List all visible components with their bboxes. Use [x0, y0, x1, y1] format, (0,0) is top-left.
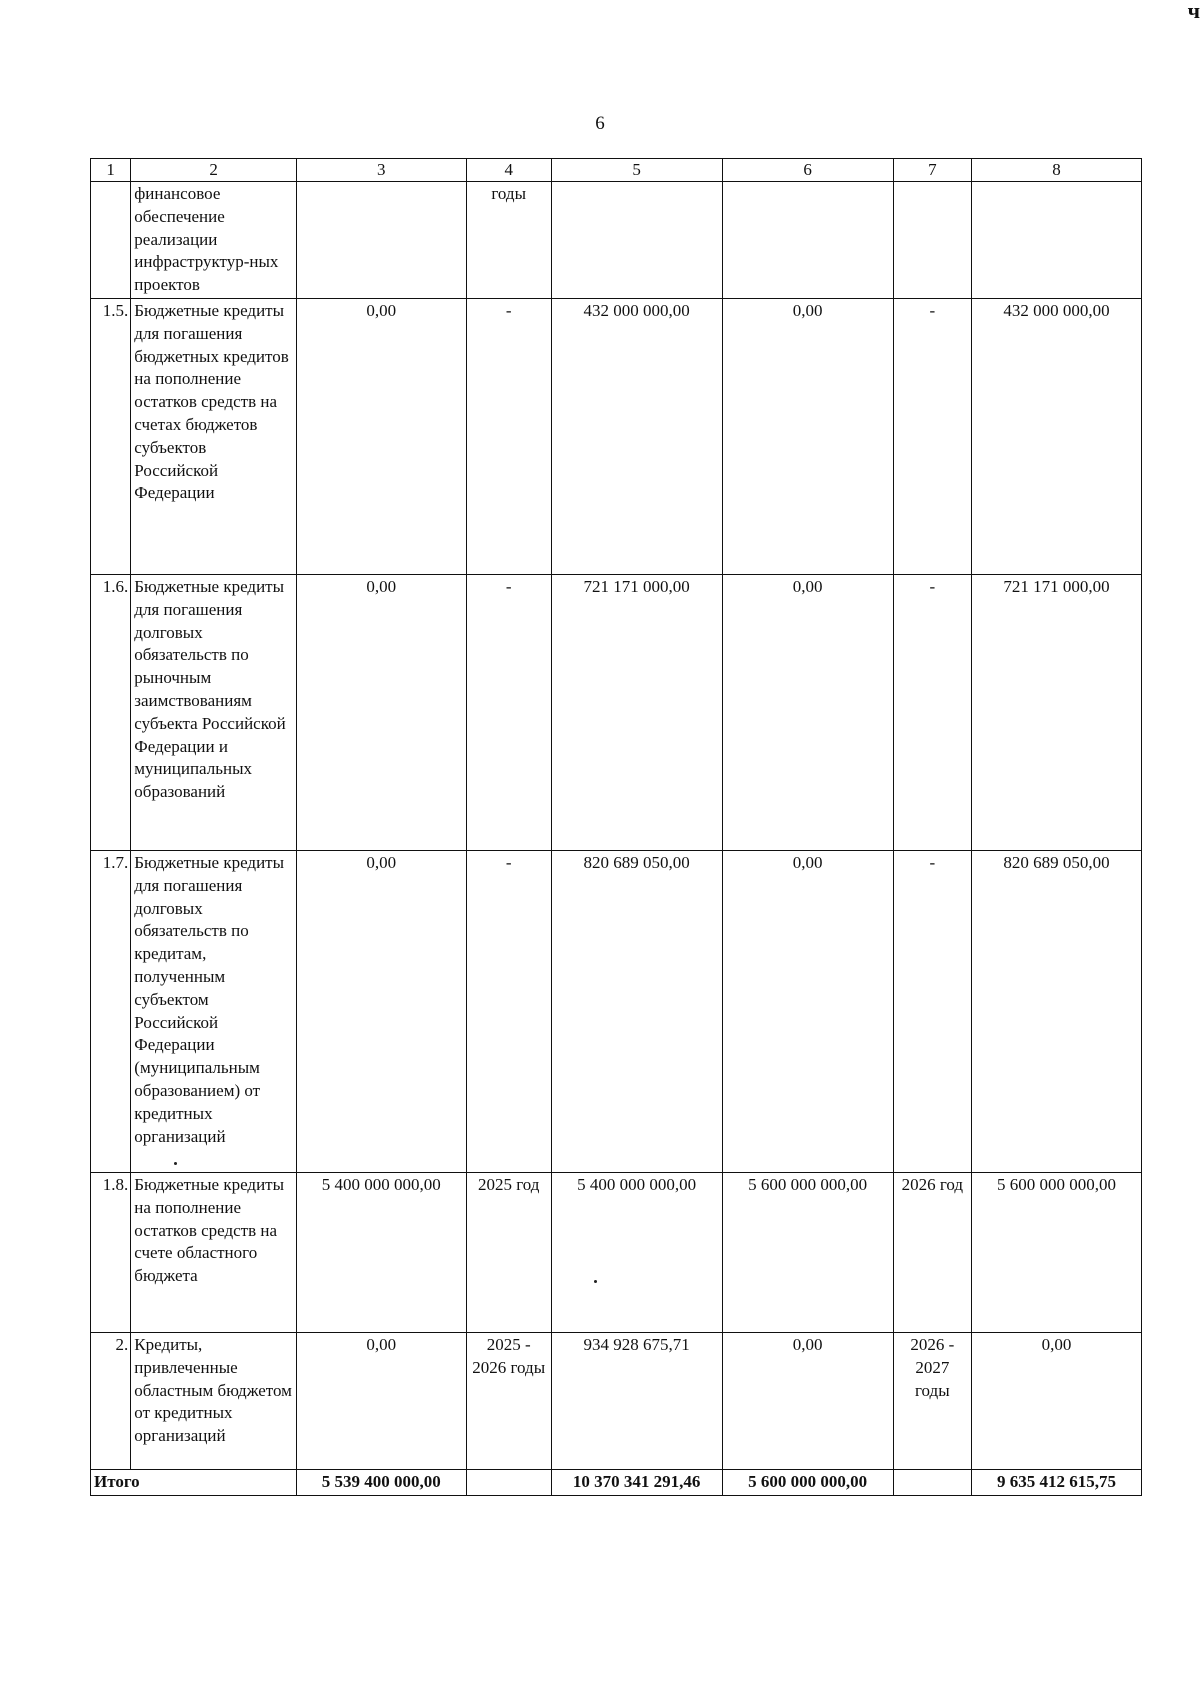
- row-number: 1.5.: [91, 298, 131, 574]
- cell-col5: 934 928 675,71: [551, 1332, 722, 1469]
- cell-col6: 0,00: [722, 1332, 893, 1469]
- cell-col4: -: [466, 298, 551, 574]
- cell-col5: 5 400 000 000,00: [551, 1172, 722, 1332]
- total-col4: [466, 1469, 551, 1495]
- cell-col4: годы: [466, 182, 551, 299]
- header-cell: 6: [722, 159, 893, 182]
- budget-table: [90, 158, 1142, 1496]
- cell-col8: [972, 182, 1142, 299]
- cell-col7: -: [893, 850, 971, 1172]
- header-cell: 4: [466, 159, 551, 182]
- cell-col8: 721 171 000,00: [972, 574, 1142, 850]
- cell-col7: -: [893, 298, 971, 574]
- cell-col6: 5 600 000 000,00: [722, 1172, 893, 1332]
- cell-col3: 0,00: [296, 574, 466, 850]
- row-name: Бюджетные кредиты на пополнение остатков средств на счете областного бюджета: [131, 1172, 297, 1332]
- table-row: [91, 298, 1142, 574]
- cell-col7: [893, 182, 971, 299]
- header-cell: 5: [551, 159, 722, 182]
- cell-col8: 5 600 000 000,00: [972, 1172, 1142, 1332]
- table-row: [91, 182, 1142, 299]
- scan-speck: [594, 1280, 597, 1283]
- cell-col3: 0,00: [296, 298, 466, 574]
- table-row: [91, 574, 1142, 850]
- row-number: 1.8.: [91, 1172, 131, 1332]
- row-number: [91, 182, 131, 299]
- row-name: Кредиты, привлеченные областным бюджетом от кредитных организаций: [131, 1332, 297, 1469]
- cell-col8: 0,00: [972, 1332, 1142, 1469]
- page-number: 6: [595, 113, 605, 134]
- cell-col4: -: [466, 574, 551, 850]
- cell-col5: 432 000 000,00: [551, 298, 722, 574]
- row-name: финансовое обеспечение реализации инфраструктур-ных проектов: [131, 182, 297, 299]
- cell-col4: 2025 - 2026 годы: [466, 1332, 551, 1469]
- cell-col6: [722, 182, 893, 299]
- header-cell: 1: [91, 159, 131, 182]
- row-number: 1.7.: [91, 850, 131, 1172]
- cell-col6: 0,00: [722, 574, 893, 850]
- total-col6: 5 600 000 000,00: [722, 1469, 893, 1495]
- cell-col7: -: [893, 574, 971, 850]
- header-cell: 7: [893, 159, 971, 182]
- total-col8: 9 635 412 615,75: [972, 1469, 1142, 1495]
- row-number: 1.6.: [91, 574, 131, 850]
- table-header-row: [91, 159, 1142, 182]
- cell-col5: [551, 182, 722, 299]
- corner-mark: ч: [1187, 0, 1200, 23]
- total-col7: [893, 1469, 971, 1495]
- cell-col3: 5 400 000 000,00: [296, 1172, 466, 1332]
- row-name: Бюджетные кредиты для погашения долговых обязательств по рыночным заимствованиям субъекта Российской Федерации и муниципальных образований: [131, 574, 297, 850]
- header-cell: 2: [131, 159, 297, 182]
- header-cell: 8: [972, 159, 1142, 182]
- cell-col5: 820 689 050,00: [551, 850, 722, 1172]
- cell-col4: -: [466, 850, 551, 1172]
- cell-col4: 2025 год: [466, 1172, 551, 1332]
- cell-col7: 2026 - 2027 годы: [893, 1332, 971, 1469]
- cell-col3: 0,00: [296, 850, 466, 1172]
- row-name: Бюджетные кредиты для погашения бюджетных кредитов на пополнение остатков средств на счетах бюджетов субъектов Российской Федерации: [131, 298, 297, 574]
- cell-col7: 2026 год: [893, 1172, 971, 1332]
- cell-col3: 0,00: [296, 1332, 466, 1469]
- row-number: 2.: [91, 1332, 131, 1469]
- table-row: [91, 1172, 1142, 1332]
- row-name: Бюджетные кредиты для погашения долговых обязательств по кредитам, полученным субъектом Российской Федерации (муниципальным образованием) от кредитных организаций: [131, 850, 297, 1172]
- cell-col8: 820 689 050,00: [972, 850, 1142, 1172]
- total-row: [91, 1469, 1142, 1495]
- table-row: [91, 1332, 1142, 1469]
- cell-col6: 0,00: [722, 298, 893, 574]
- total-label: Итого: [91, 1469, 297, 1495]
- cell-col8: 432 000 000,00: [972, 298, 1142, 574]
- header-cell: 3: [296, 159, 466, 182]
- cell-col5: 721 171 000,00: [551, 574, 722, 850]
- cell-col6: 0,00: [722, 850, 893, 1172]
- total-col5: 10 370 341 291,46: [551, 1469, 722, 1495]
- total-col3: 5 539 400 000,00: [296, 1469, 466, 1495]
- scan-speck: [174, 1162, 177, 1165]
- table-row: [91, 850, 1142, 1172]
- cell-col3: [296, 182, 466, 299]
